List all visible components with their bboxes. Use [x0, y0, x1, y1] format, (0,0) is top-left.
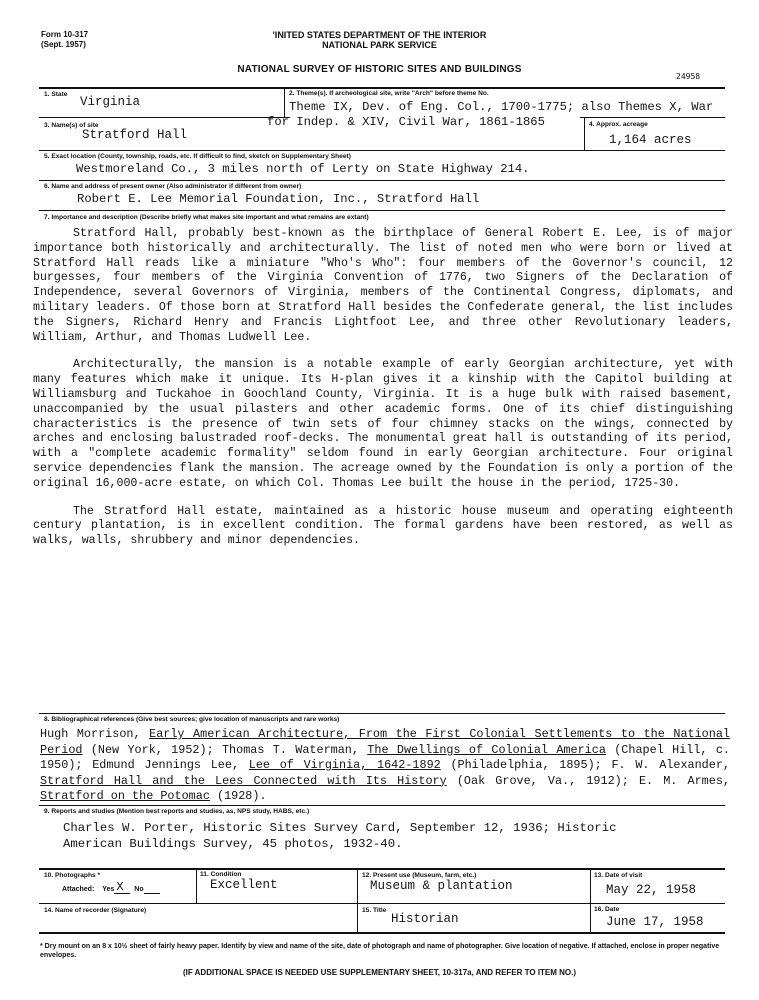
bottom-vline-1: [196, 869, 197, 903]
photo-footnote: * Dry mount on an 8 x 10½ sheet of fairly heavy paper. Identify by view and name of the site, date of photograph and name of photographer. Give location of negative. If attached, enclose in proper negative envelopes.: [40, 943, 720, 959]
top-rule-2: [39, 117, 290, 118]
location-value: Westmoreland Co., 3 miles north of Lerty on State Highway 214.: [76, 162, 530, 176]
theme-label: 2. Theme(s). If archeological site, write "Arch" before theme No.: [289, 90, 489, 97]
no-box[interactable]: [144, 886, 160, 894]
reports-label: 9. Reports and studies (Mention best reports and studies, as, NPS study, HABS, etc.): [44, 808, 310, 815]
form-number-text: Form 10-317: [41, 30, 89, 39]
bib-segment: (Chapel Hill, c. 1950); Edmund Jennings Lee,: [40, 742, 730, 772]
survey-title: NATIONAL SURVEY OF HISTORIC SITES AND BUILDINGS: [237, 64, 522, 75]
agency-heading: [0, 30, 759, 50]
bottom-table-top: [39, 868, 725, 870]
document-number: 24958: [676, 72, 701, 81]
photographs-label: 10. Photographs *: [44, 872, 101, 879]
visit-date-label: 13. Date of visit: [594, 872, 643, 879]
bib-segment: (Philadelphia, 1895); F. W. Alexander,: [440, 758, 730, 772]
owner-label: 6. Name and address of present owner (Also administrator if different from owner): [44, 183, 302, 190]
reports-line-2: American Buildings Survey, 45 photos, 1932-40.: [63, 836, 403, 851]
bottom-table-mid: [39, 903, 725, 904]
bibliography-text: [40, 727, 730, 805]
bib-title-armes: Stratford on the Potomac: [40, 789, 210, 803]
location-label: 5. Exact location (County, township, roads, etc. If difficult to find, sketch on Supplementary Sheet): [44, 153, 351, 160]
importance-label: 7. Importance and description (Describe briefly what makes site important and what remains are extant): [44, 214, 369, 221]
reports-rule: [39, 805, 725, 806]
yes-box[interactable]: [114, 880, 130, 894]
top-rule-3: [580, 117, 725, 118]
no-label: No: [134, 886, 144, 893]
condition-value: Excellent: [210, 878, 278, 892]
importance-description: [33, 227, 733, 562]
agency-line-2: NATIONAL PARK SERVICE: [322, 40, 437, 50]
reports-text: [63, 821, 733, 852]
bib-title-alexander: Stratford Hall and the Lees Connected with Its History: [40, 773, 447, 788]
site-name-label: 3. Name(s) of site: [44, 122, 99, 129]
bib-segment: (Oak Grove, Va., 1912); E. M. Armes,: [446, 773, 730, 788]
agency-line-1: 'INITED STATES DEPARTMENT OF THE INTERIOR: [272, 30, 487, 40]
top-rule-5: [39, 180, 725, 181]
bottom-vline-3: [590, 869, 591, 933]
yes-mark: X: [116, 880, 124, 894]
attached-label: Attached:: [62, 886, 95, 893]
top-rule-6: [39, 210, 725, 211]
bibliography-rule: [39, 713, 725, 714]
present-use-value: Museum & plantation: [370, 879, 513, 893]
bib-title-waterman: The Dwellings of Colonial America: [367, 742, 606, 757]
title-value: Historian: [391, 912, 459, 926]
site-name-value: Stratford Hall: [82, 128, 188, 142]
form-date-text: (Sept. 1957): [41, 40, 86, 49]
bottom-table-bottom: [39, 932, 725, 934]
visit-date-value: May 22, 1958: [606, 883, 697, 897]
theme-value-line-1: Theme IX, Dev. of Eng. Col., 1700-1775; also Themes X, War: [289, 100, 714, 114]
top-vline-1: [284, 88, 285, 117]
date-label: 16. Date: [594, 906, 620, 913]
top-rule-4: [39, 150, 725, 151]
footer-instruction: (IF ADDITIONAL SPACE IS NEEDED USE SUPPLEMENTARY SHEET, 10-317a, AND REFER TO ITEM NO.): [182, 968, 577, 977]
acreage-label: 4. Approx. acreage: [589, 121, 648, 128]
reports-line-1: Charles W. Porter, Historic Sites Survey Card, September 12, 1936; Historic: [63, 821, 617, 835]
title-label: 15. Title: [362, 907, 387, 914]
present-use-label: 12. Present use (Museum, farm, etc.): [362, 872, 477, 879]
bib-title-morrison: Early American Architecture, From the First Colonial Settlements to the National Period: [40, 727, 730, 757]
acreage-value: 1,164 acres: [609, 133, 692, 147]
yes-label: Yes: [102, 886, 115, 893]
state-label: 1. State: [44, 91, 68, 98]
top-rule-1: [39, 87, 725, 89]
importance-paragraph-3: The Stratford Hall estate, maintained as a historic house museum and operating eighteenth century plantation, is in excellent condition. The formal gardens have been restored, as well as walks, walls, shrubbery and minor dependencies.: [33, 504, 733, 548]
recorder-label: 14. Name of recorder (Signature): [44, 907, 147, 914]
bib-title-lee: Lee of Virginia, 1642-1892: [248, 758, 441, 772]
date-value: June 17, 1958: [606, 915, 704, 929]
photographs-attached: [62, 880, 160, 894]
importance-paragraph-2: Architecturally, the mansion is a notable example of early Georgian architecture, yet with many features which make it unique. Its H-plan gives it a kinship with the Capitol building at Williamsburg and Tuckahoe in Goochland County, Virginia. It is a huge bulk with raised basement, unaccompanied by the usual pilasters and other academic forms. One of its chief distinguishing characteristics is the presence of twin sets of four chimney stacks on the wings, connected by arches and enclosing balustraded roof-decks. The monumental great hall is outstanding of its period, with a "complete academic formality" seldom found in early Georgian architecture. Four original service dependencies flank the mansion. The acreage owned by the Foundation is only a portion of the original 16,000-acre estate, on which Col. Thomas Lee built the house in the period, 1725-30.: [33, 358, 733, 490]
importance-paragraph-1: Stratford Hall, probably best-known as the birthplace of General Robert E. Lee, is of major importance both historically and architecturally. The list of noted men who were born or lived at Stratford Hall reads like a miniature "Who's Who": four members of the Governor's council, 12 burgesses, four members of the Virginia Convention of 1776, two Signers of the Declaration of Independence, several Governors of Virginia, members of the Continental Congress, diplomats, and military leaders. Of those born at Stratford Hall besides the Confederate general, the list includes the Signers, Richard Henry and Francis Lightfoot Lee, and three other Revolutionary leaders, William, Arthur, and Thomas Ludwell Lee.: [33, 227, 733, 344]
theme-value-line-2: for Indep. & XIV, Civil War, 1861-1865: [267, 115, 545, 129]
bibliography-label: 8. Bibliographical references (Give best sources; give location of manuscripts and rare works): [44, 716, 340, 723]
bib-segment: (1928).: [209, 789, 267, 803]
top-vline-2: [584, 117, 585, 150]
bib-segment: (New York, 1952); Thomas T. Waterman,: [82, 742, 368, 757]
bib-segment: Hugh Morrison,: [40, 727, 150, 741]
state-value: Virginia: [80, 95, 141, 109]
bottom-vline-2: [357, 869, 358, 933]
owner-value: Robert E. Lee Memorial Foundation, Inc., Stratford Hall: [77, 192, 480, 206]
condition-label: 11. Condition: [200, 871, 242, 878]
